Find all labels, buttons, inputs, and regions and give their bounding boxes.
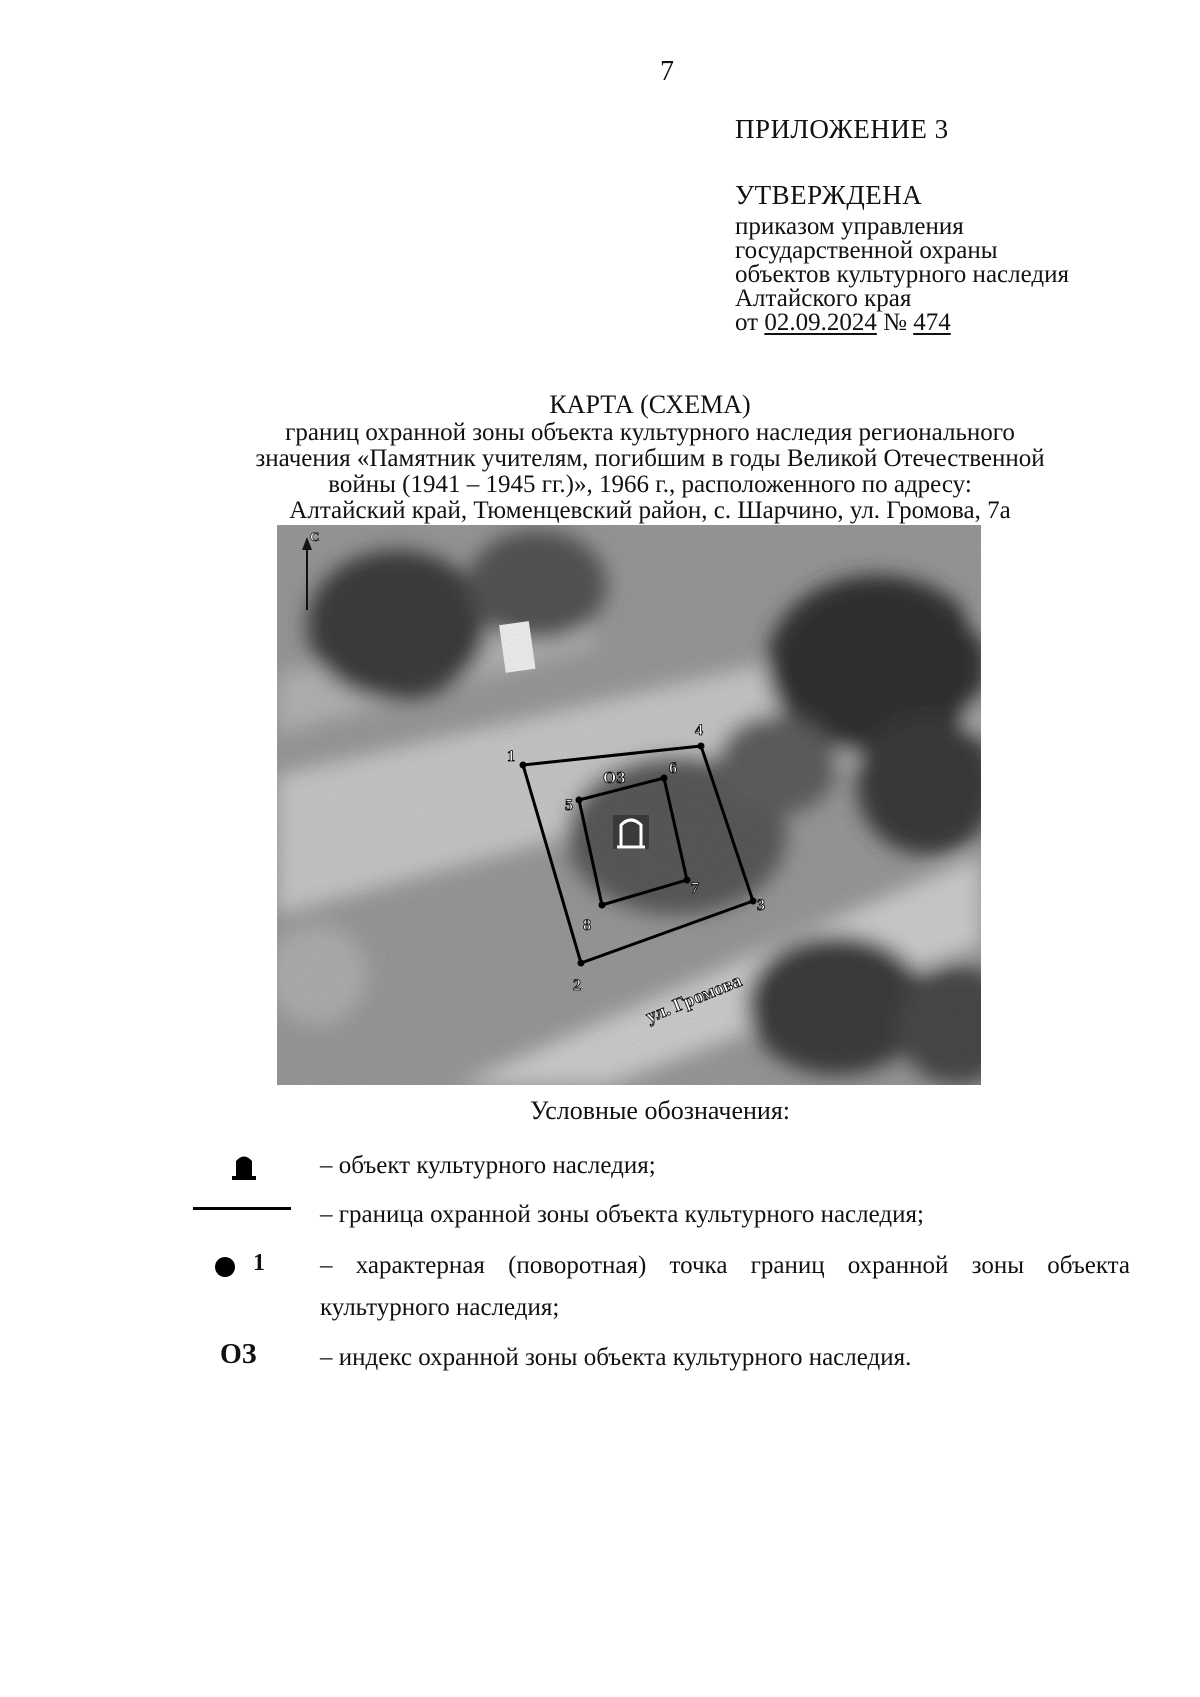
boundary-point — [684, 877, 691, 884]
legend-point-dot — [215, 1257, 235, 1277]
boundary-point — [576, 797, 583, 804]
map-title: КАРТА (СХЕМА) — [549, 390, 751, 419]
title-line-2: значения «Памятник учителям, погибшим в годы Великой Отечественной — [255, 445, 1045, 472]
approval-line-3: объектов культурного наследия — [735, 261, 1069, 288]
order-prefix: от — [735, 309, 759, 336]
legend-item-point-cont: культурного наследия; — [320, 1294, 560, 1321]
monument-icon — [613, 815, 649, 849]
boundary-point — [578, 960, 585, 967]
map-scheme — [277, 525, 981, 1085]
point-label-8: 8 — [583, 917, 591, 934]
order-date: 02.09.2024 — [764, 309, 877, 336]
legend-item-point: – характерная (поворотная) точка границ охранной зоны объекта — [320, 1252, 1130, 1279]
point-label-2: 2 — [573, 977, 581, 994]
point-label-4: 4 — [695, 722, 703, 739]
order-number-sign: № — [883, 309, 907, 336]
legend-item-boundary: – граница охранной зоны объекта культурного наследия; — [320, 1201, 924, 1228]
order-line — [735, 309, 951, 337]
order-number: 474 — [913, 309, 951, 336]
legend-item-monument: – объект культурного наследия; — [320, 1152, 656, 1179]
legend-heading: Условные обозначения: — [529, 1096, 791, 1125]
legend-point-label: 1 — [253, 1250, 265, 1276]
map-svg — [277, 525, 981, 1085]
zone-index-label: ОЗ — [603, 768, 626, 787]
approval-line-4: Алтайского края — [735, 285, 912, 312]
legend-zone-index: ОЗ — [220, 1339, 257, 1370]
point-label-1: 1 — [507, 748, 515, 765]
north-label: С — [310, 529, 320, 544]
appendix-label: ПРИЛОЖЕНИЕ 3 — [735, 114, 949, 144]
point-label-5: 5 — [565, 797, 573, 814]
boundary-point — [698, 743, 705, 750]
title-line-3: войны (1941 – 1945 гг.)», 1966 г., расположенного по адресу: — [328, 471, 972, 498]
street-label: ул. Громова — [643, 970, 745, 1028]
boundary-point — [599, 902, 606, 909]
title-line-4: Алтайский край, Тюменцевский район, с. Шарчино, ул. Громова, 7а — [289, 497, 1011, 524]
point-label-7: 7 — [691, 880, 699, 897]
boundary-point — [520, 762, 527, 769]
legend-item-zone-index: – индекс охранной зоны объекта культурного наследия. — [320, 1344, 912, 1371]
legend-boundary-line — [193, 1207, 291, 1210]
boundary-point — [661, 775, 668, 782]
legend-monument-icon — [232, 1152, 256, 1180]
point-label-6: 6 — [669, 760, 677, 777]
approval-line-2: государственной охраны — [735, 237, 998, 264]
point-label-3: 3 — [757, 897, 765, 914]
approval-line-1: приказом управления — [735, 213, 964, 240]
boundary-point — [750, 898, 757, 905]
page-number: 7 — [660, 56, 674, 87]
aerial-background — [277, 525, 981, 1085]
title-line-1: границ охранной зоны объекта культурного наследия регионального — [285, 419, 1015, 446]
monument-legend-icon — [232, 1152, 256, 1180]
approved-label: УТВЕРЖДЕНА — [735, 180, 923, 210]
